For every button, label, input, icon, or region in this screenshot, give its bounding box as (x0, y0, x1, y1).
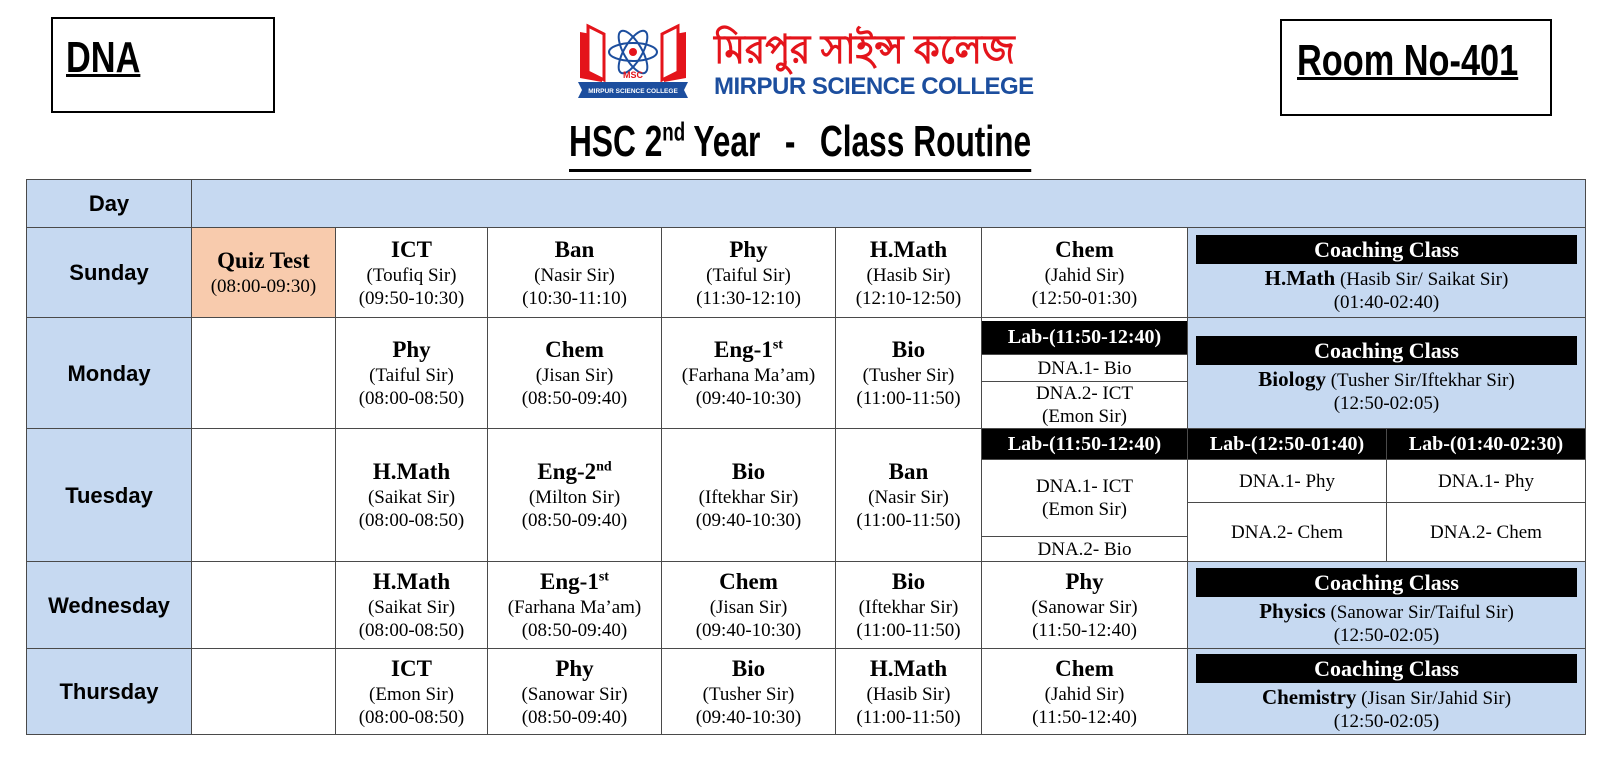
subject: Phy (392, 337, 431, 362)
coaching-class-header: Coaching Class (1196, 235, 1577, 264)
room-number-box (1280, 19, 1552, 116)
subject: Quiz Test (217, 248, 310, 273)
time: (11:00-11:50) (856, 388, 961, 409)
coaching-teachers: (Tusher Sir/Iftekhar Sir) (1330, 369, 1515, 391)
table-row-tuesday (27, 429, 1586, 562)
teacher: (Taiful Sir) (369, 365, 454, 386)
subject: Phy (1065, 569, 1104, 594)
class-cell (836, 318, 982, 429)
teacher: (Jisan Sir) (709, 597, 788, 618)
class-cell (488, 649, 662, 735)
class-cell (836, 429, 982, 562)
teacher: (Hasib Sir) (866, 264, 951, 286)
coaching-class-header: Coaching Class (1196, 568, 1577, 597)
time: (09:40-10:30) (695, 510, 802, 531)
class-cell (488, 429, 662, 562)
day-thursday: Thursday (27, 649, 192, 735)
class-cell (488, 228, 662, 318)
teacher: (Tusher Sir) (702, 683, 795, 705)
time: (11:30-12:10) (696, 287, 801, 309)
empty-cell (192, 649, 336, 735)
coaching-time: (12:50-02:05) (1333, 392, 1440, 414)
coaching-subject: Physics (1259, 598, 1326, 623)
time: (08:00-08:50) (358, 510, 465, 531)
teacher: (Farhana Ma’am) (507, 597, 642, 618)
time: (08:50-09:40) (521, 620, 628, 641)
table-row-monday (27, 318, 1586, 429)
subject: Eng-1 (714, 337, 773, 362)
teacher: (Jisan Sir) (535, 365, 614, 386)
teacher: (Jahid Sir) (1044, 264, 1125, 286)
teacher: (Nasir Sir) (868, 487, 949, 508)
day-tuesday: Tuesday (27, 429, 192, 562)
teacher: (Milton Sir) (528, 487, 621, 508)
routine-table (26, 179, 1586, 735)
class-section-box (51, 17, 275, 113)
teacher: (Toufiq Sir) (366, 264, 457, 286)
subject: Chem (1055, 236, 1114, 262)
college-name-english: MIRPUR SCIENCE COLLEGE (714, 73, 1034, 100)
subject: Ban (554, 236, 595, 262)
time: (11:00-11:50) (856, 620, 961, 641)
teacher: (Jahid Sir) (1044, 683, 1125, 705)
day-header: Day (27, 180, 192, 228)
lab-group-2: DNA.2- Bio (982, 536, 1187, 561)
teacher: (Iftekhar Sir) (858, 597, 959, 618)
time: (08:50-09:40) (521, 706, 628, 728)
class-cell (836, 562, 982, 649)
subject: H.Math (869, 236, 948, 262)
lab-header: Lab-(11:50-12:40) (982, 429, 1187, 459)
empty-cell (192, 318, 336, 429)
empty-cell (192, 562, 336, 649)
coaching-time: (12:50-02:05) (1333, 711, 1440, 732)
logo-ribbon-text: MIRPUR SCIENCE COLLEGE (588, 88, 678, 95)
class-cell (982, 649, 1188, 735)
teacher: (Sanowar Sir) (1031, 597, 1138, 618)
time: (11:00-11:50) (856, 510, 961, 531)
class-cell (488, 562, 662, 649)
lab-header: Lab-(12:50-01:40) (1188, 429, 1386, 459)
table-row-thursday (27, 649, 1586, 735)
title-suffix: Class Routine (819, 117, 1032, 166)
quiz-test-cell (192, 228, 336, 318)
time: (09:40-10:30) (695, 620, 802, 641)
lab-group-2: DNA.2- Chem (1188, 502, 1386, 561)
teacher: (Saikat Sir) (367, 597, 456, 618)
lab-group-1: DNA.1- Phy (1188, 459, 1386, 502)
page-title (569, 116, 1031, 172)
time: (08:00-08:50) (358, 706, 465, 728)
day-wednesday: Wednesday (27, 562, 192, 649)
lab-cell (982, 318, 1188, 429)
coaching-teachers: (Sanowar Sir/Taiful Sir) (1330, 601, 1514, 623)
coaching-class-cell (1188, 562, 1586, 649)
subject-superscript: nd (596, 459, 612, 475)
time: (08:50-09:40) (521, 510, 628, 531)
table-header-row (27, 180, 1586, 228)
time: (08:50-09:40) (521, 388, 628, 409)
teacher: (Iftekhar Sir) (698, 487, 799, 508)
subject: Chem (545, 337, 604, 362)
coaching-class-cell (1188, 228, 1586, 318)
title-middle: Year (685, 117, 761, 166)
class-cell (662, 429, 836, 562)
coaching-class-header: Coaching Class (1196, 336, 1577, 365)
lab-header: Lab-(01:40-02:30) (1387, 429, 1585, 459)
class-cell (662, 228, 836, 318)
time: (09:40-10:30) (695, 706, 802, 728)
time: (08:00-08:50) (358, 620, 465, 641)
teacher: (Hasib Sir) (866, 683, 951, 705)
coaching-class-header: Coaching Class (1196, 654, 1577, 683)
class-cell (488, 318, 662, 429)
subject: H.Math (372, 459, 451, 484)
lab-group-2: DNA.2- Chem (1387, 502, 1585, 561)
title-dash: - (784, 117, 796, 166)
coaching-class-cell (1188, 649, 1586, 735)
time: (08:00-09:30) (210, 276, 317, 297)
class-cell (662, 318, 836, 429)
table-row-sunday (27, 228, 1586, 318)
time: (11:00-11:50) (856, 706, 961, 728)
room-number-label: Room No-401 (1297, 36, 1519, 85)
time: (12:50-01:30) (1031, 287, 1138, 309)
table-row-wednesday (27, 562, 1586, 649)
title-superscript: nd (662, 116, 686, 147)
lab-cell (1188, 429, 1387, 562)
coaching-time: (01:40-02:40) (1333, 292, 1440, 313)
lab-group-1-teacher: (Emon Sir) (1042, 499, 1127, 520)
class-cell (836, 228, 982, 318)
day-sunday: Sunday (27, 228, 192, 318)
subject: Chem (719, 569, 778, 594)
time: (12:10-12:50) (855, 287, 962, 309)
coaching-teachers: (Hasib Sir/ Saikat Sir) (1339, 269, 1509, 290)
lab-header: Lab-(11:50-12:40) (982, 321, 1187, 354)
time: (11:50-12:40) (1032, 620, 1137, 641)
time: (09:50-10:30) (358, 287, 465, 309)
subject-superscript: st (772, 337, 783, 353)
lab-group-1: DNA.1- Bio (982, 354, 1187, 381)
subject: Bio (731, 655, 766, 681)
class-cell (836, 649, 982, 735)
coaching-subject: Chemistry (1261, 685, 1357, 709)
subject: ICT (391, 236, 432, 262)
coaching-class-cell (1188, 318, 1586, 429)
day-monday: Monday (27, 318, 192, 429)
subject: H.Math (372, 569, 451, 594)
subject: Bio (731, 459, 766, 484)
time: (11:50-12:40) (1032, 706, 1137, 728)
class-cell (336, 228, 488, 318)
lab-cell (982, 429, 1188, 562)
section-label: DNA (66, 33, 141, 82)
teacher: (Emon Sir) (369, 683, 454, 705)
subject: ICT (391, 655, 432, 681)
lab-group-2: DNA.2- ICT (1035, 383, 1134, 404)
subject: Eng-1 (540, 569, 599, 594)
subject: Eng-2 (537, 459, 597, 484)
teacher: (Tusher Sir) (862, 365, 955, 386)
teacher: (Taiful Sir) (706, 264, 791, 286)
coaching-teachers: (Jisan Sir/Jahid Sir) (1361, 688, 1512, 709)
college-logo (574, 22, 692, 102)
teacher: (Saikat Sir) (367, 487, 456, 508)
subject: Phy (729, 236, 768, 262)
class-cell (336, 429, 488, 562)
class-cell (982, 228, 1188, 318)
empty-cell (192, 429, 336, 562)
time: (10:30-11:10) (522, 287, 627, 309)
class-cell (336, 649, 488, 735)
teacher: (Farhana Ma’am) (681, 365, 816, 386)
teacher: (Sanowar Sir) (521, 683, 628, 705)
coaching-time: (12:50-02:05) (1333, 624, 1440, 646)
class-cell (662, 649, 836, 735)
class-cell (336, 562, 488, 649)
lab-group-2-teacher: (Emon Sir) (1042, 406, 1127, 427)
header-blank (192, 180, 1586, 228)
class-cell (336, 318, 488, 429)
coaching-subject: H.Math (1264, 266, 1336, 290)
lab-group-1: DNA.1- ICT (1035, 476, 1134, 497)
logo-text: MSC (623, 70, 643, 80)
teacher: (Nasir Sir) (534, 264, 615, 286)
class-cell (982, 562, 1188, 649)
college-name-bangla: মিরপুর সাইন্স কলেজ (714, 28, 1015, 72)
subject-superscript: st (598, 569, 609, 585)
subject: H.Math (869, 655, 948, 681)
time: (09:40-10:30) (695, 388, 802, 409)
lab-group-1: DNA.1- Phy (1387, 459, 1585, 502)
subject: Bio (891, 569, 926, 594)
coaching-subject: Biology (1258, 366, 1326, 391)
time: (08:00-08:50) (358, 388, 465, 409)
subject: Chem (1055, 655, 1114, 681)
class-cell (662, 562, 836, 649)
subject: Ban (888, 459, 929, 484)
lab-cell (1387, 429, 1586, 562)
subject: Bio (891, 337, 926, 362)
subject: Phy (555, 655, 594, 681)
title-prefix: HSC 2 (569, 117, 663, 166)
